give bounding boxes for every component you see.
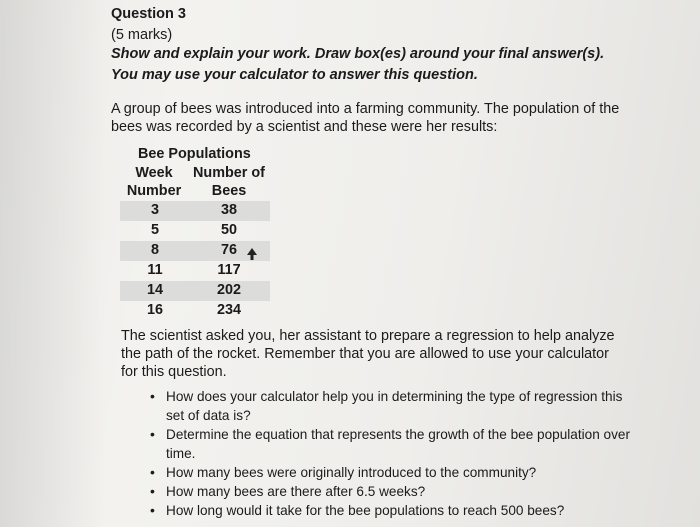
question-marks: (5 marks): [111, 27, 173, 43]
mouse-pointer-icon: [247, 248, 257, 260]
list-item-text: How many bees were originally introduced to the community?: [166, 465, 537, 480]
column-header-week-line2: Number: [126, 183, 182, 199]
question-list: [150, 387, 630, 520]
bees-cell: 234: [216, 302, 241, 318]
table-title: Bee Populations: [138, 146, 251, 162]
week-cell: 16: [146, 302, 163, 318]
week-cell: 3: [150, 202, 159, 218]
week-cell: 5: [150, 222, 159, 238]
bullet-icon: •: [150, 464, 155, 480]
table-row: [120, 261, 270, 281]
week-cell: 8: [150, 242, 159, 258]
list-item: [150, 463, 630, 482]
bullet-icon: •: [150, 483, 155, 499]
list-item-text: Determine the equation that represents the growth of the bee population over time.: [166, 427, 630, 461]
list-item-text: How does your calculator help you in determining the type of regression this set of data is?: [166, 389, 623, 423]
followup-paragraph: The scientist asked you, her assistant to prepare a regression to help analyze the path of the rocket. Remember that you are allowed to use your calculator for this question.: [121, 328, 615, 380]
list-item: [150, 482, 630, 501]
table-row: [120, 281, 270, 301]
column-header-week: [122, 164, 186, 200]
instruction-calculator: You may use your calculator to answer this question.: [111, 67, 478, 83]
bullet-icon: •: [150, 502, 155, 518]
list-item: [150, 425, 630, 463]
bees-cell: 50: [220, 222, 237, 238]
column-header-bees: [193, 164, 265, 200]
list-item: [150, 501, 630, 520]
list-item: [150, 387, 630, 425]
week-cell: 11: [147, 262, 163, 278]
table-row: [120, 221, 270, 241]
column-header-week-line1: Week: [135, 165, 173, 181]
bullet-icon: •: [150, 426, 155, 442]
column-header-bees-line1: Number of: [193, 165, 265, 181]
bullet-icon: •: [150, 388, 155, 404]
bees-cell: 117: [217, 262, 241, 278]
week-cell: 14: [146, 282, 163, 298]
bees-cell: 202: [216, 282, 241, 298]
column-header-bees-line2: Bees: [211, 183, 247, 199]
instruction-show-work: Show and explain your work. Draw box(es) around your final answer(s).: [111, 46, 605, 62]
question-title: Question 3: [111, 6, 186, 22]
table-row: [120, 301, 270, 321]
intro-paragraph: A group of bees was introduced into a farming community. The population of the bees was recorded by a scientist and these were her results:: [111, 101, 620, 135]
list-item-text: How long would it take for the bee populations to reach 500 bees?: [166, 503, 565, 518]
bees-cell: 38: [220, 202, 237, 218]
bees-cell: 76: [220, 242, 237, 258]
table-row: [120, 201, 270, 221]
list-item-text: How many bees are there after 6.5 weeks?: [166, 484, 426, 499]
